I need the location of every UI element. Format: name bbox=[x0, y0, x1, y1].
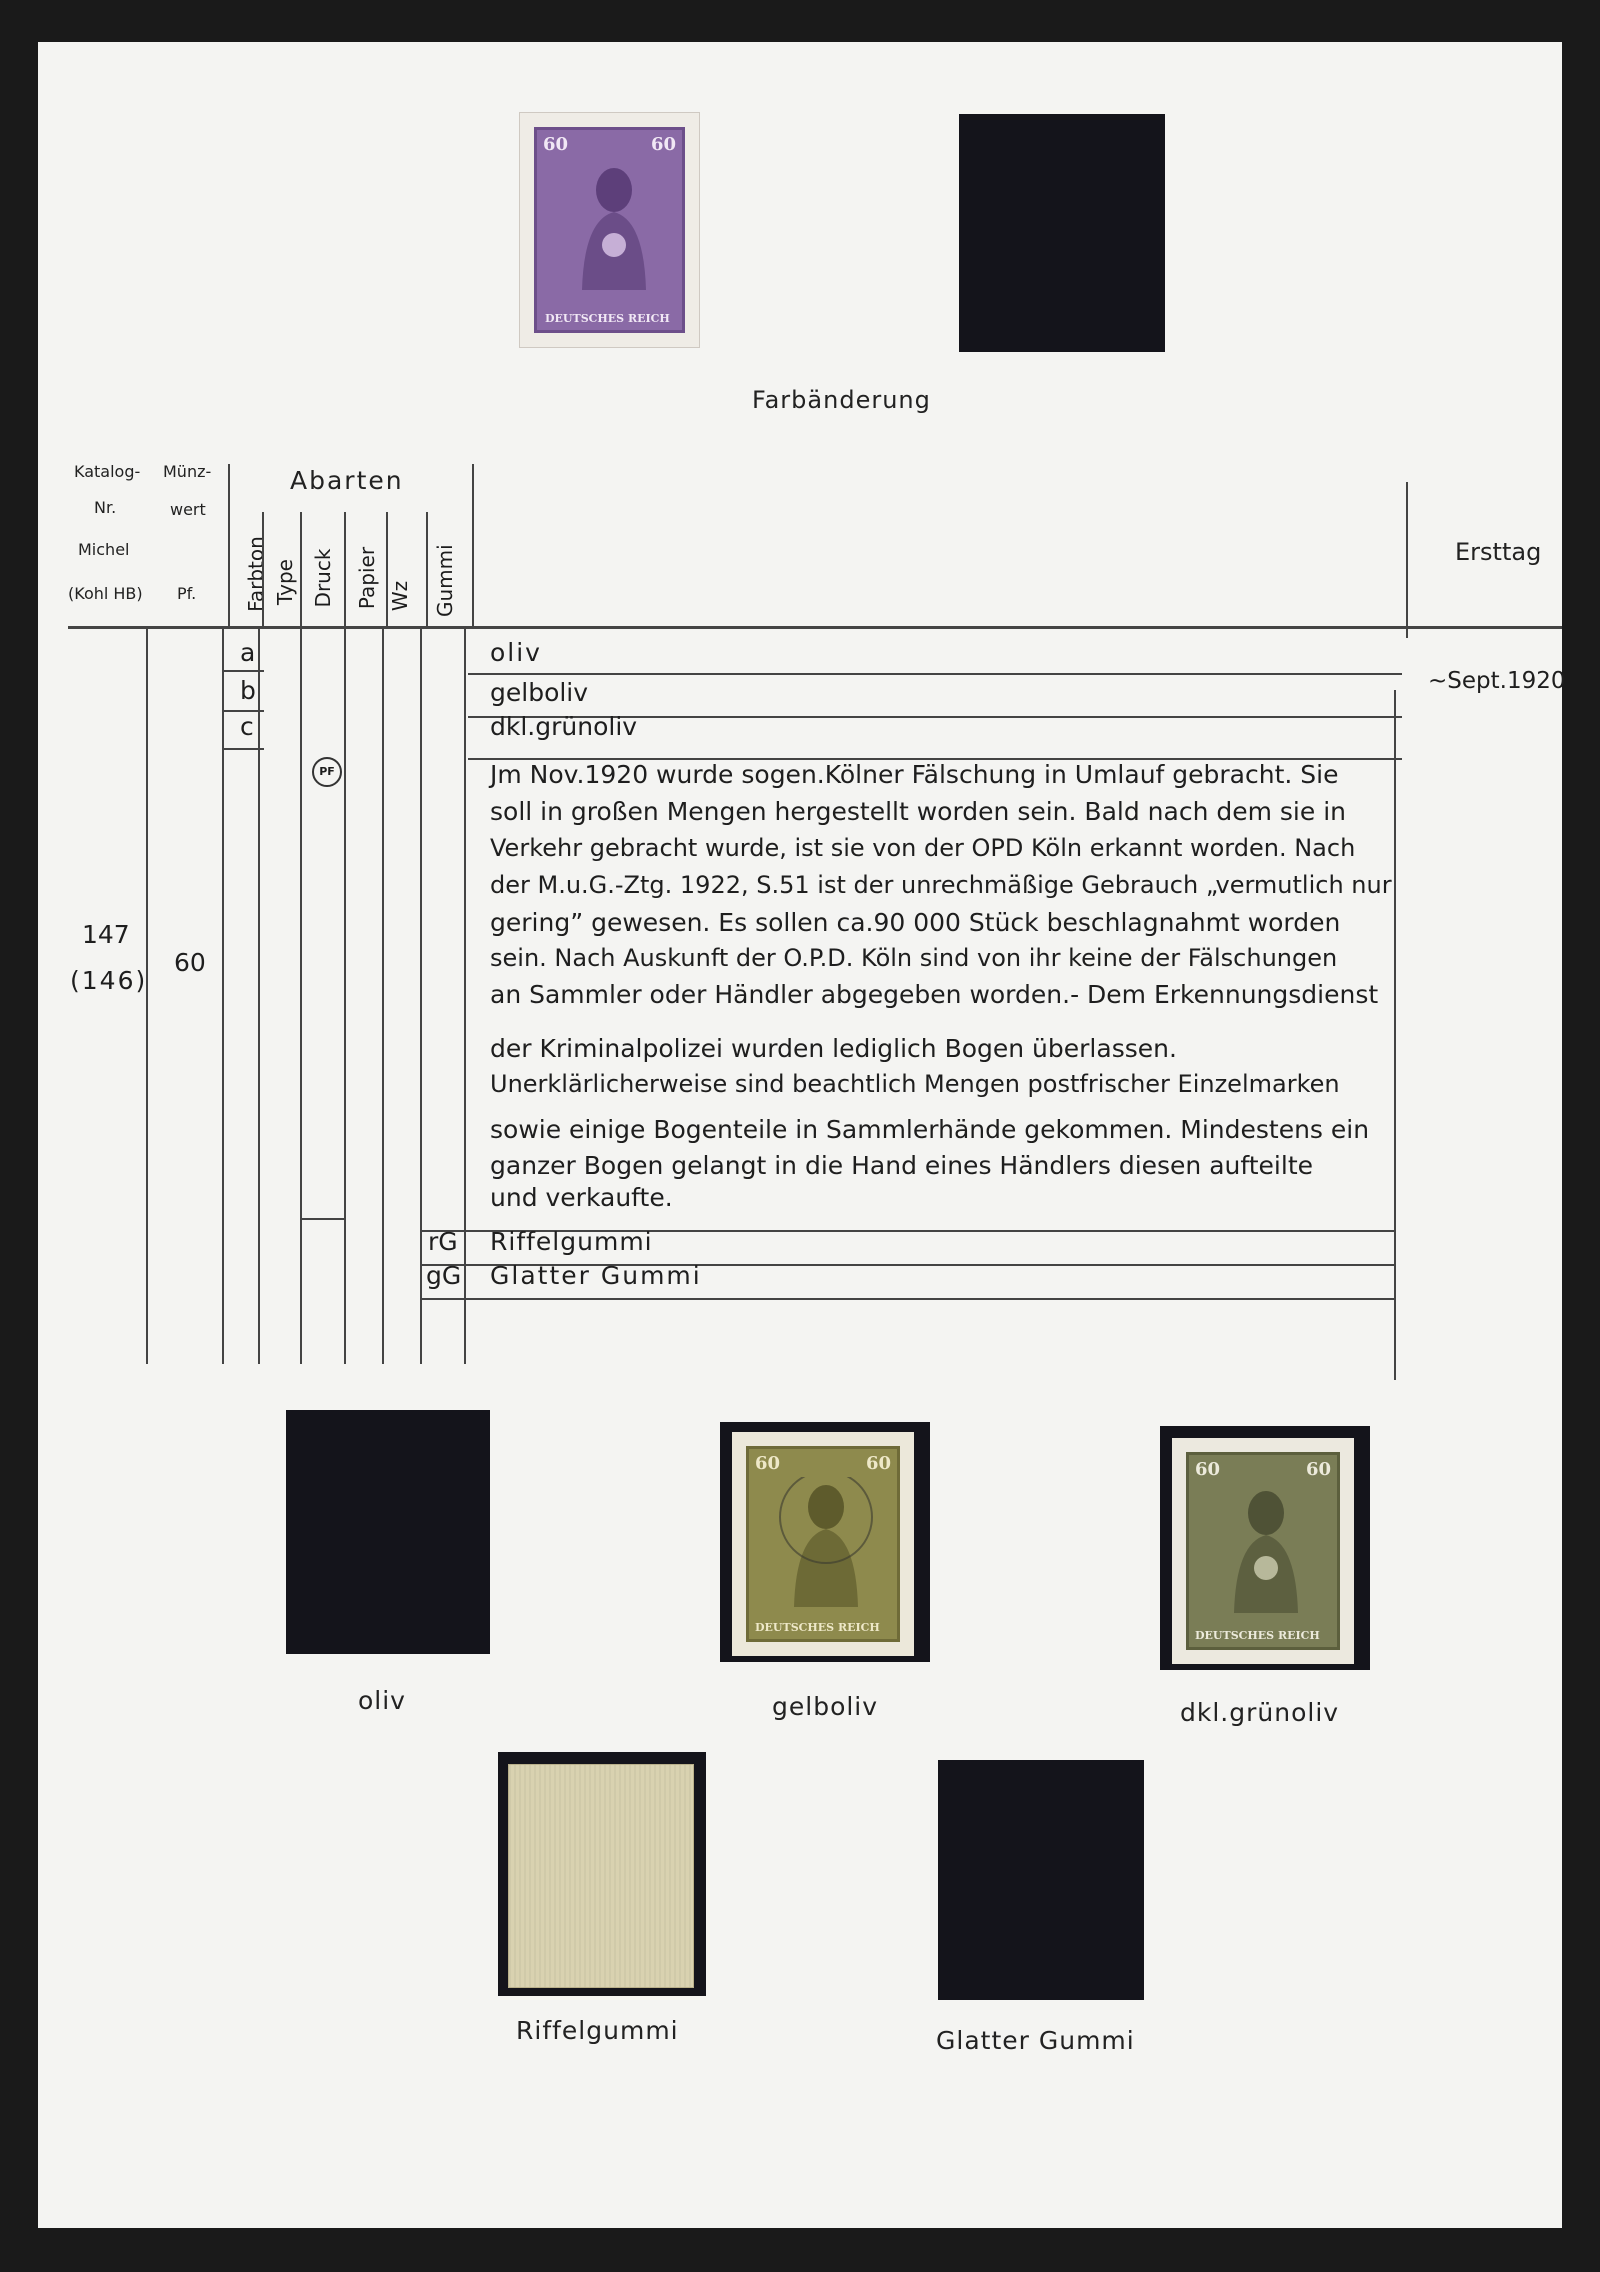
body-v-5 bbox=[344, 628, 346, 1364]
variant-code-b: b bbox=[240, 676, 256, 705]
code-line-a bbox=[224, 670, 264, 672]
catalog-kohl: (146) bbox=[70, 966, 148, 995]
body-v-4 bbox=[300, 628, 302, 1364]
abarten-left bbox=[228, 464, 230, 626]
hdr-muenz-2: wert bbox=[170, 500, 206, 519]
variant-name-c: dkl.grünoliv bbox=[490, 712, 638, 741]
gum-name-gg: Glatter Gummi bbox=[490, 1261, 702, 1290]
caption-gelboliv: gelboliv bbox=[772, 1692, 879, 1721]
caption-glatter: Glatter Gummi bbox=[936, 2026, 1135, 2055]
empty-mount-glatter[interactable] bbox=[938, 1760, 1144, 2000]
caption-oliv: oliv bbox=[358, 1686, 406, 1715]
note-line-10: sowie einige Bogenteile in Sammlerhände gekommen. Mindestens ein bbox=[490, 1115, 1370, 1144]
stamp-gelboliv-value-left: 60 bbox=[755, 1453, 781, 1474]
note-line-5: gering” gewesen. Es sollen ca.90 000 Stück beschlagnahmt worden bbox=[490, 908, 1341, 937]
hdr-katalog-1: Katalog- bbox=[74, 462, 141, 481]
note-line-6: sein. Nach Auskunft der O.P.D. Köln sind von ihr keine der Fälschungen bbox=[490, 944, 1338, 972]
hdr-abarten: Abarten bbox=[290, 466, 404, 495]
catalog-value: 60 bbox=[174, 948, 206, 977]
body-v-2 bbox=[222, 628, 224, 1364]
stamp-dkl-value-left: 60 bbox=[1195, 1459, 1221, 1480]
hdr-muenz-1: Münz- bbox=[163, 462, 212, 481]
sub-div-2 bbox=[300, 512, 302, 626]
body-v-1 bbox=[146, 628, 148, 1364]
variant-code-a: a bbox=[240, 638, 256, 667]
header-rule bbox=[68, 626, 1562, 629]
druck-short-line bbox=[300, 1218, 344, 1220]
note-line-12: und verkaufte. bbox=[490, 1183, 673, 1212]
stamp-inscription: DEUTSCHES REICH bbox=[545, 312, 670, 325]
pf-mark bbox=[312, 757, 342, 787]
ersttag-left bbox=[1406, 482, 1408, 638]
gum-code-rg: rG bbox=[428, 1227, 458, 1256]
body-v-7 bbox=[420, 628, 422, 1364]
stamp-gelboliv[interactable] bbox=[732, 1432, 914, 1656]
sub-div-1 bbox=[262, 512, 264, 626]
body-v-3 bbox=[258, 628, 260, 1364]
germania-stamp-icon bbox=[564, 160, 664, 290]
hdr-druck: Druck bbox=[311, 548, 335, 608]
note-line-1: Jm Nov.1920 wurde sogen.Kölner Fälschung in Umlauf gebracht. Sie bbox=[490, 760, 1339, 789]
sub-div-5 bbox=[426, 512, 428, 626]
germania-stamp-icon bbox=[1216, 1483, 1316, 1613]
ersttag-value: ~Sept.1920 bbox=[1428, 668, 1566, 694]
body-v-6 bbox=[382, 628, 384, 1364]
variant-name-b: gelboliv bbox=[490, 678, 589, 707]
note-line-9: Unerklärlicherweise sind beachtlich Mengen postfrischer Einzelmarken bbox=[490, 1070, 1340, 1098]
code-line-c bbox=[224, 748, 264, 750]
note-line-8: der Kriminalpolizei wurden lediglich Bogen überlassen. bbox=[490, 1034, 1177, 1063]
sub-div-4 bbox=[386, 512, 388, 626]
catalog-michel: 147 bbox=[82, 920, 130, 949]
abarten-right bbox=[472, 464, 474, 626]
sub-div-3 bbox=[344, 512, 346, 626]
hdr-farbton: Farbton bbox=[244, 536, 268, 612]
stamp-dkl-inscription: DEUTSCHES REICH bbox=[1195, 1629, 1320, 1642]
note-line-4: der M.u.G.-Ztg. 1922, S.51 ist der unrechmäßige Gebrauch „vermutlich nur bbox=[490, 871, 1392, 899]
stamp-value-left: 60 bbox=[543, 134, 569, 155]
row-line-a bbox=[468, 673, 1402, 675]
hdr-type: Type bbox=[273, 559, 297, 605]
gum-name-rg: Riffelgummi bbox=[490, 1227, 653, 1256]
hdr-papier: Papier bbox=[355, 546, 379, 610]
stamp-gelboliv-value-right: 60 bbox=[865, 1453, 891, 1474]
stamp-dklgruenoliv[interactable] bbox=[1172, 1438, 1354, 1664]
pf-mark-label: PF bbox=[319, 765, 335, 778]
gum-code-gg: gG bbox=[426, 1261, 462, 1290]
germania-stamp-icon bbox=[776, 1477, 876, 1607]
note-line-11: ganzer Bogen gelangt in die Hand eines Händlers diesen aufteilte bbox=[490, 1151, 1313, 1180]
stamp-gelboliv-inscription: DEUTSCHES REICH bbox=[755, 1621, 880, 1634]
hdr-muenz-4: Pf. bbox=[177, 584, 197, 603]
empty-mount-top[interactable] bbox=[959, 114, 1165, 352]
top-caption: Farbänderung bbox=[752, 386, 931, 414]
body-v-right bbox=[1394, 690, 1396, 1380]
stamp-value-right: 60 bbox=[650, 134, 676, 155]
hdr-katalog-4: (Kohl HB) bbox=[68, 584, 143, 603]
stamp-riffelgummi-back[interactable] bbox=[508, 1764, 694, 1988]
variant-name-a: oliv bbox=[490, 638, 542, 667]
row-line-end bbox=[420, 1298, 1396, 1300]
stamp-dkl-value-right: 60 bbox=[1305, 1459, 1331, 1480]
hdr-katalog-3: Michel bbox=[78, 540, 130, 559]
note-line-3: Verkehr gebracht wurde, ist sie von der OPD Köln erkannt worden. Nach bbox=[490, 834, 1356, 862]
hdr-ersttag: Ersttag bbox=[1455, 538, 1542, 566]
hdr-wz: Wz bbox=[388, 580, 412, 612]
note-line-2: soll in großen Mengen hergestellt worden sein. Bald nach dem sie in bbox=[490, 797, 1346, 826]
top-stamp-violet[interactable] bbox=[519, 112, 700, 348]
caption-dklgruenoliv: dkl.grünoliv bbox=[1180, 1698, 1340, 1727]
hdr-katalog-2: Nr. bbox=[94, 498, 117, 517]
note-line-7: an Sammler oder Händler abgegeben worden.- Dem Erkennungsdienst bbox=[490, 980, 1379, 1009]
body-v-8 bbox=[464, 628, 466, 1364]
hdr-gummi: Gummi bbox=[433, 544, 457, 617]
variant-code-c: c bbox=[240, 712, 254, 741]
caption-riffelgummi: Riffelgummi bbox=[516, 2016, 679, 2045]
empty-mount-oliv[interactable] bbox=[286, 1410, 490, 1654]
